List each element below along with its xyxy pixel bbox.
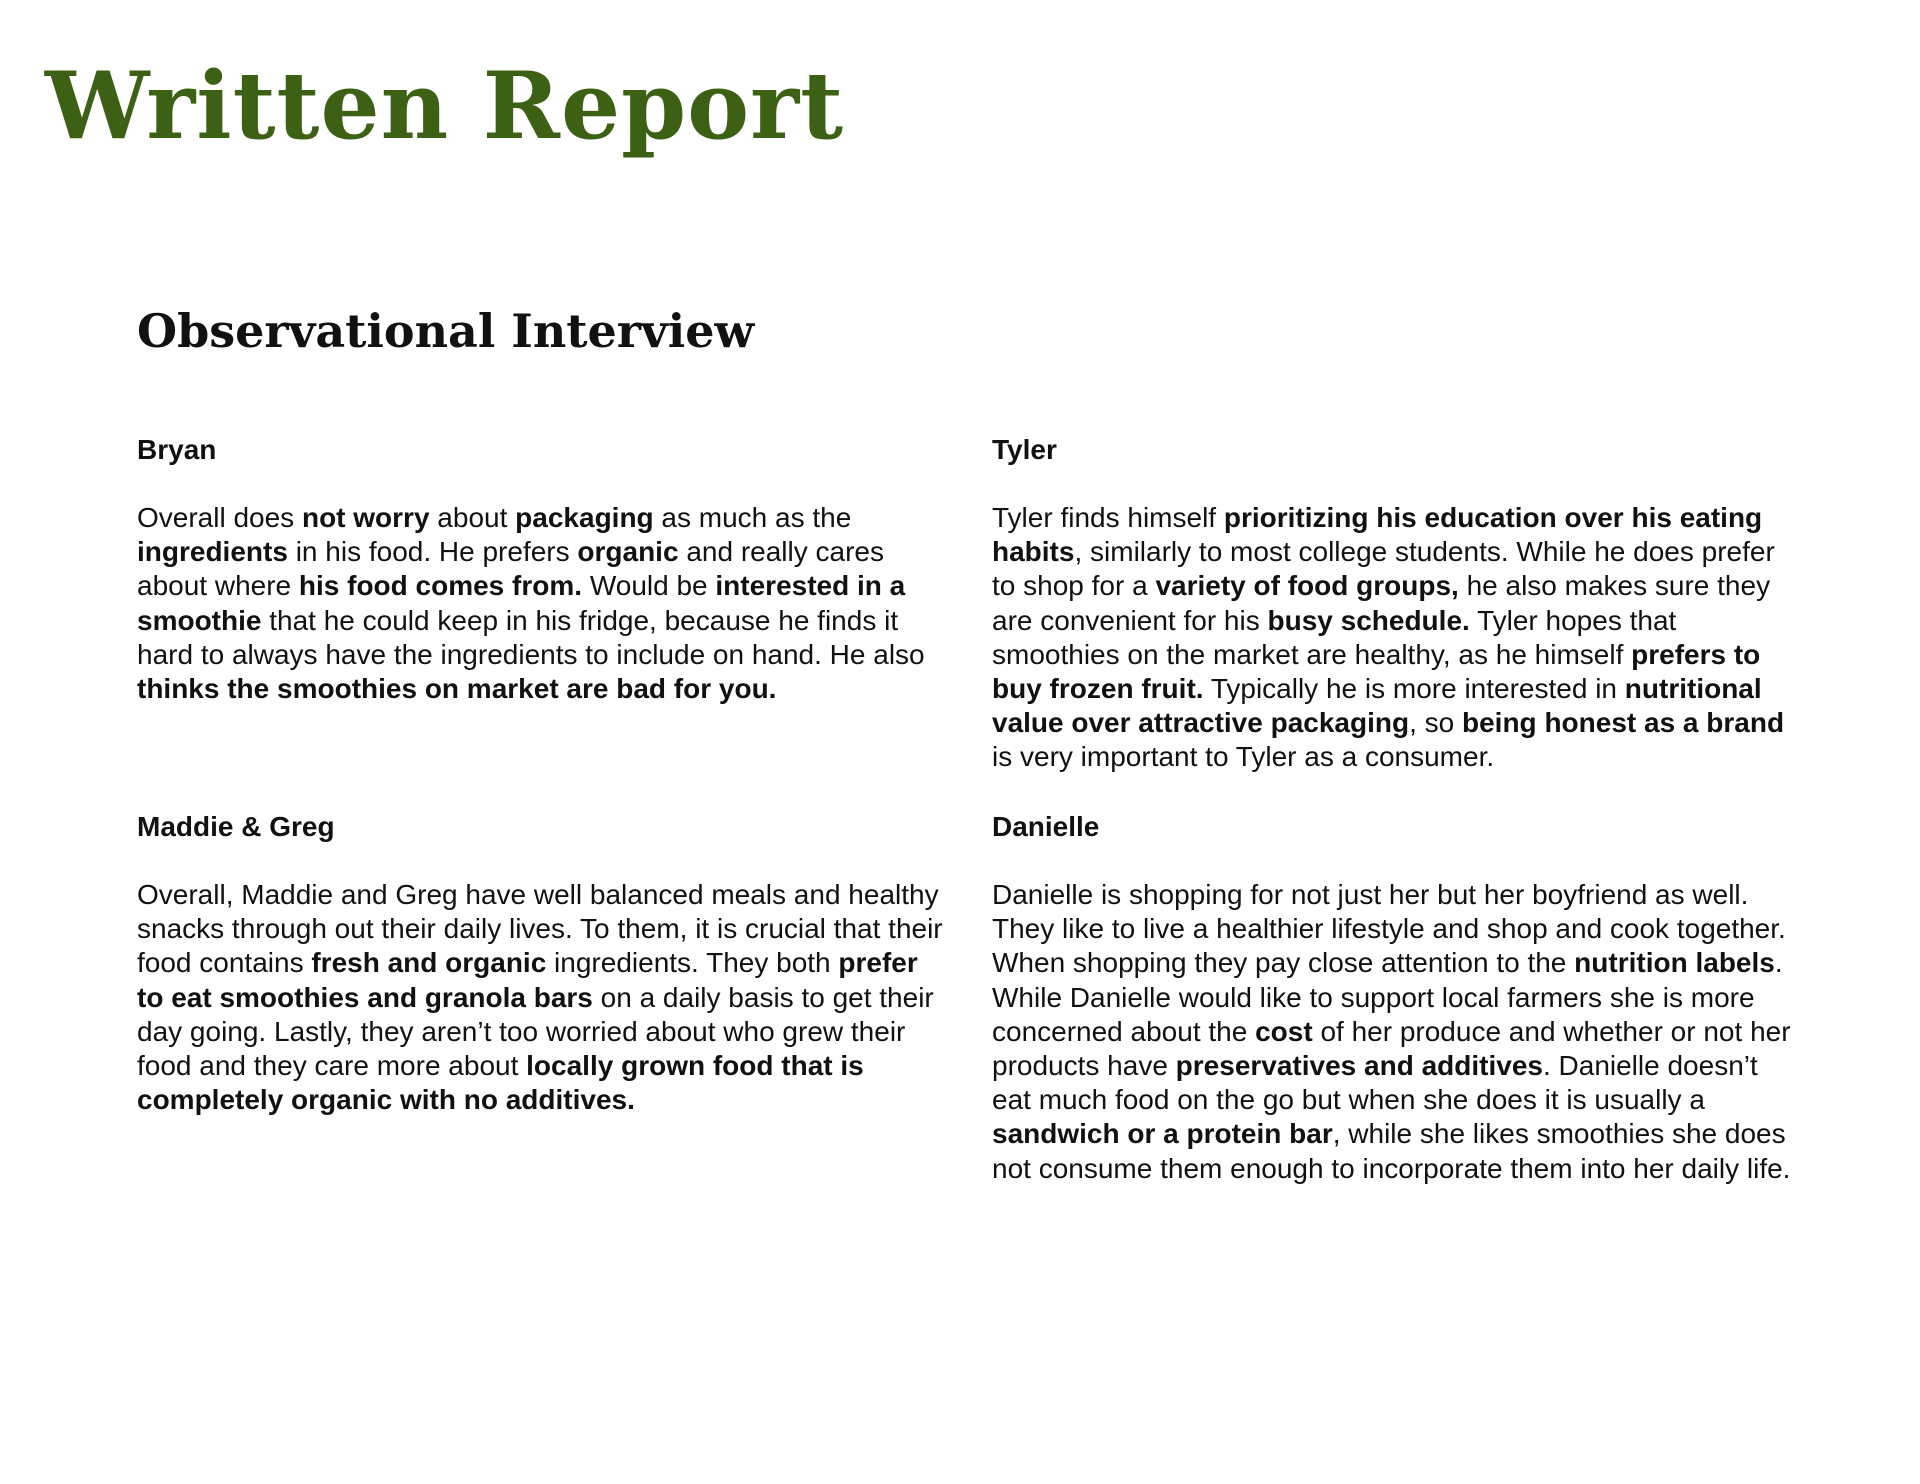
body-text: about	[429, 502, 516, 533]
body-text: as much as the	[653, 502, 852, 533]
body-text: Overall, Maddie and Greg have well balanced meals and healthy snacks through out their daily lives. To them, it is crucial that their food contains	[137, 879, 943, 979]
body-text: , while she likes smoothies she does not consume them enough to incorporate them into her daily life.	[992, 1118, 1791, 1184]
body-text: . While Danielle would like to support local farmers she is more concerned about the	[992, 947, 1783, 1047]
emphasis-text: fresh and organic	[311, 947, 547, 979]
emphasis-text: thinks the smoothies on market are bad for you.	[137, 673, 777, 705]
report-title: Written Report	[45, 51, 845, 160]
emphasis-text: prefer to eat smoothies and granola bars	[137, 947, 918, 1013]
body-text: and really cares about where	[137, 536, 884, 602]
emphasis-text: interested in a smoothie	[137, 570, 906, 636]
body-text: Tyler hopes that smoothies on the market are healthy, as he himself	[992, 604, 1677, 670]
body-text: Overall does	[137, 502, 302, 533]
body-text: of her produce and whether or not her products have	[992, 1015, 1791, 1082]
emphasis-text: being honest as a brand	[1462, 707, 1785, 739]
interview-block-danielle	[992, 810, 1802, 1186]
interviewee-name: Danielle	[992, 811, 1100, 842]
emphasis-text: cost	[1255, 1015, 1313, 1047]
body-text: is very important to Tyler as a consumer.	[992, 741, 1495, 773]
section-title: Observational Interview	[137, 304, 755, 358]
interview-block-maddie-greg	[137, 810, 947, 1117]
body-text: . Danielle doesn’t eat much food on the go but when she does it is usually a	[992, 1050, 1758, 1116]
interviewee-name: Maddie & Greg	[137, 811, 335, 842]
body-text: Danielle is shopping for not just her but her boyfriend as well. They like to live a healthier lifestyle and shop and cook together. When shopping they pay close attention to the	[992, 879, 1786, 979]
emphasis-text: packaging	[515, 502, 654, 533]
emphasis-text: nutrition labels	[1574, 947, 1775, 979]
emphasis-text: nutritional value over attractive packaging	[992, 673, 1762, 739]
emphasis-text: prefers to buy frozen fruit.	[992, 638, 1761, 705]
emphasis-text: his food comes from.	[298, 570, 583, 602]
emphasis-text: preservatives and additives	[1175, 1050, 1543, 1082]
body-text: that he could keep in his fridge, because he finds it hard to always have the ingredients to include on hand. He also	[137, 604, 925, 670]
interview-block-tyler	[992, 433, 1802, 775]
emphasis-text: variety of food groups,	[1155, 570, 1459, 602]
emphasis-text: sandwich or a protein bar	[992, 1118, 1333, 1150]
interview-block-bryan	[137, 433, 947, 706]
body-text: ingredients. They both	[546, 947, 839, 979]
body-text: he also makes sure they are convenient for his	[992, 570, 1771, 636]
interviewee-name: Bryan	[137, 434, 217, 465]
interviewee-name: Tyler	[992, 434, 1057, 465]
body-text: in his food. He prefers	[287, 536, 578, 568]
interview-summary	[137, 501, 947, 706]
interview-summary	[992, 878, 1802, 1186]
body-text: on a daily basis to get their day going. Lastly, they aren’t too worried about who grew their food and they care more about	[137, 981, 934, 1082]
emphasis-text: prioritizing his education over his eating habits	[992, 502, 1763, 568]
body-text: Typically he is more interested in	[1203, 673, 1625, 705]
interview-summary	[137, 878, 947, 1117]
emphasis-text: not worry	[301, 502, 430, 533]
emphasis-text: busy schedule.	[1267, 604, 1470, 636]
body-text: , so	[1409, 707, 1462, 739]
interview-summary	[992, 501, 1802, 775]
body-text: Would be	[582, 570, 716, 602]
body-text: , similarly to most college students. While he does prefer to shop for a	[992, 536, 1775, 602]
emphasis-text: organic	[577, 536, 679, 568]
emphasis-text: locally grown food that is completely organic with no additives.	[137, 1050, 864, 1116]
body-text: Tyler finds himself	[992, 502, 1224, 533]
emphasis-text: ingredients	[137, 536, 288, 568]
